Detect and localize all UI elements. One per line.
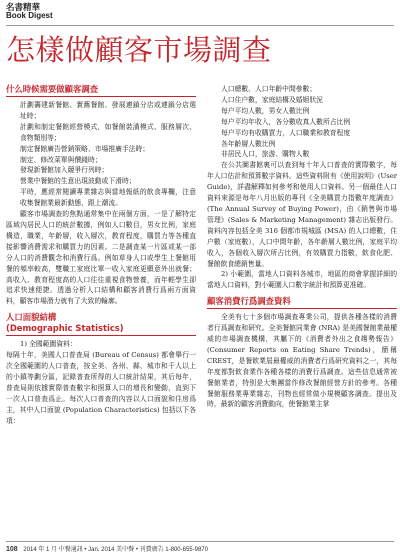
list-item: 營業中餐館的生意出現波動或下滑時；	[20, 177, 136, 186]
list-item: 計劃籌建新餐館、實舊餐館、發展連鎖分店或連鎖分店選址時；	[20, 101, 196, 120]
list-item: 發現新餐館加入競爭行列時；	[20, 166, 109, 175]
list-item: 平時，應經常閱讀專業雜志與當地報紙的飲食專欄，注意收集餐館業最新動態，跟上潮流。	[20, 188, 196, 208]
list-item: 每户平均有收購買力，人口職業和教育程度	[221, 128, 351, 137]
section-label-en: Book Digest	[6, 10, 53, 20]
page-number: 108	[6, 546, 18, 553]
list-item: 計劃和制定餐館經營模式，如餐館裝潢模式、服務層次、食物類別等；	[20, 122, 196, 142]
section-subheading-demographics: (Demographic Statistics)	[6, 323, 124, 334]
section-heading-demographics: 人口面貌結構	[6, 312, 57, 323]
section-label-zh: 名書精華	[6, 2, 41, 12]
footer-text: 2014 年 1 月 中餐通訊 • Jan. 2014 美中餐 • 刊費廣告 1-800-655-9870	[23, 547, 208, 553]
body-paragraph: 每隔十年，美國人口普查局 (Bureau of Census) 都會舉行一次全國範圍的人口普查，按全美、各州、縣、城市和千人以上的小鎮等劃分區，記錄普查所得的人口統計結果，其后每年，普查局則依據實際普查數字和照算人口的增長和變動，直到下一次人口普查爲止。每次人口普查的內容以人口面貌和住房爲主，其中人口面貌 (Population Characteristics) 包括以下各項：	[6, 351, 196, 425]
list-item: 每户平均年收入，各分數收真人數所占比例	[221, 117, 351, 126]
section-divider	[207, 308, 397, 309]
list-item: 每户平均人數，男女人數比例	[221, 106, 310, 115]
body-paragraph: 2) 小範圍，當地人口資料各城市，地區的商會掌握詳細的當地人口資料，對小範圍人口數字統計和預算更准確。	[207, 270, 397, 290]
page-footer	[6, 541, 394, 553]
list-item: 制定、修改菜單與價錢時；	[20, 155, 102, 164]
list-item: 人口住户數，家庭結構及婚姻狀況	[221, 95, 323, 104]
section-divider	[6, 96, 196, 97]
body-paragraph: 全美有七十多個市場調查專業公司，提供各種各樣的消費者行爲調查和研究。全美餐館同業會 (NRA) 是美國餐館業最權威的市場調查機構，其屬下的《消費者外出之食趨勢報告》(Consumer Reports on Eating Share Trends)，簡稱 CREST，是餐飲業屆最權威的消費者行爲研究資料之一，其每年度都對飲食業作各種各樣的消費行爲調查。這些信息通常被餐館業者，特别是大集團當作修改餐館經營方針的參考。各種餐館服務業專業雜志，刊物也經常做小規模顧客調查。提出及時，最新的顧客消費動向，使餐館業主掌	[207, 313, 397, 409]
list-item: 制定餐館廣告營銷策略、市場推廣手法時；	[20, 144, 150, 153]
right-column	[207, 84, 397, 410]
list-item: 人口總數、人口年齡中間參數；	[221, 85, 317, 93]
section-divider	[6, 335, 196, 336]
body-paragraph: 顧客市場調查的焦點通常集中在兩個方面，一是了解特定區域內居民人口的統計數據，例如人口數目，男女比例，家庭構造，職業，年齡層，收入層次，教育程度，購買力等各種直接影響消費需求和購買力的因素。二是調查某一片區或某一部分人口的消費觀念和消費行爲。例如草身人口或學生上餐館用餐的頻率較高，雙職工家庭比單一收入家庭更願意外出就餐；高收入、教育程度高的人口往往重視食物營養，而年輕學生卻追求快速便捷。透過分析人口結構和顧客消費行爲兩方面資料，顧客市場潛力就有了大致的輪廓。	[6, 210, 196, 306]
article-title: 怎樣做顧客市場調查	[6, 33, 272, 67]
list-item: 非居民人口，旅游、購物人數	[221, 150, 310, 159]
section-heading-consumer-behavior: 顧客消費行爲調查資料	[207, 296, 291, 307]
body-paragraph: 在公共圖書館裏可以查到每十年人口普查的實際數字，每年人口估計和預算數字資料。這些資料附有《使用說明》(User Guide)，詳盡解釋如何參考和使用人口資料。另一個最佳人口資料來源是每年八月出版的專刊《全美購買力指數年度調查》(The Annual Survey of Buying Power)，由《銷售與市場管理》(Sales & Marketing Management) 雜志出版發行。資料內容包括全美 316 個都市規城區 (MSA) 的人口總數，住户數（家庭數），人口中間年齡，各年齡層人數比例，家庭平均收入，各個收入層次所占比例，有效購買力指數，飲食化肥、餐館飲食總銷售量。	[207, 161, 397, 268]
list-item: 各年齡層人數比例	[221, 139, 276, 148]
section-heading-when: 什么時候需要做顧客調查	[6, 84, 99, 94]
left-column	[6, 84, 196, 426]
section-header	[6, 3, 53, 20]
header-divider	[6, 25, 394, 26]
list-item: 1) 全國範圍資料：	[20, 340, 77, 349]
